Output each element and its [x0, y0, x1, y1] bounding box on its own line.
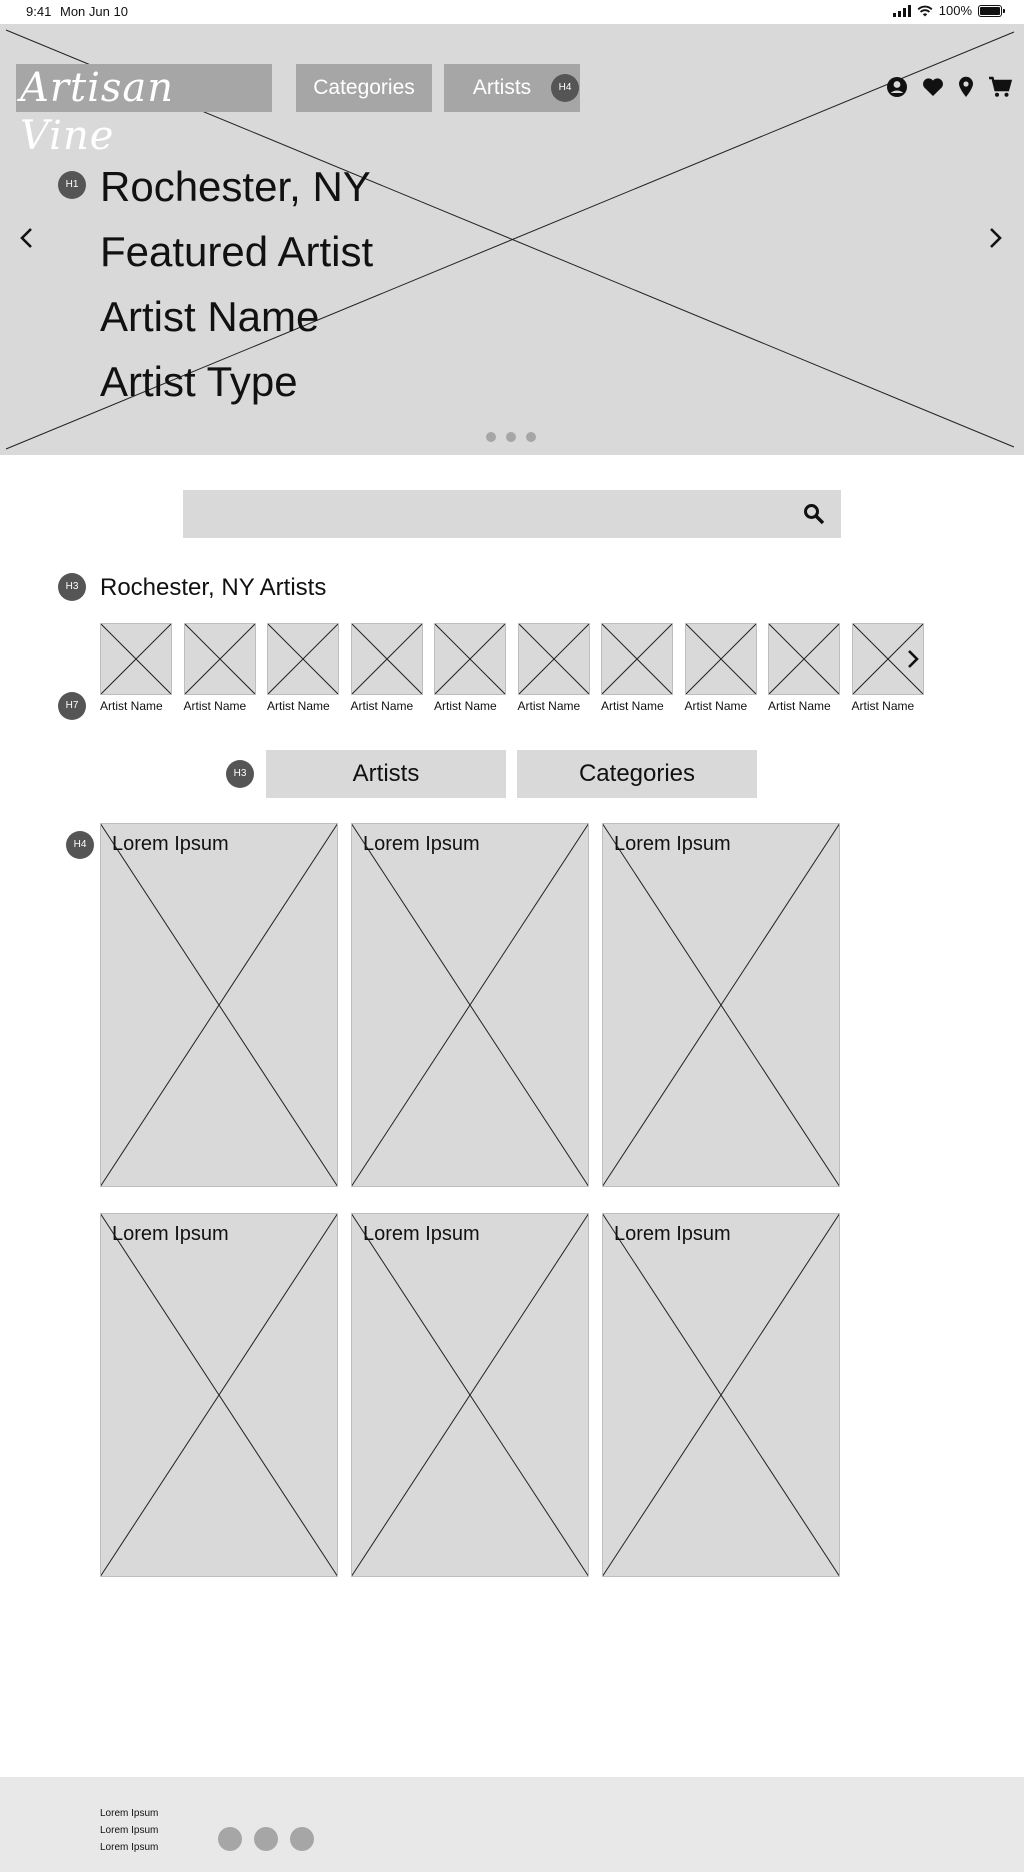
cart-icon[interactable]	[988, 76, 1012, 98]
footer-link[interactable]: Lorem Ipsum	[100, 1808, 159, 1819]
search-bar[interactable]	[183, 490, 841, 538]
content-card[interactable]	[351, 1213, 589, 1577]
artist-thumbnail[interactable]	[267, 623, 339, 695]
toggle-artists-button[interactable]: Artists	[266, 750, 506, 798]
status-date: Mon Jun 10	[60, 4, 128, 19]
footer-link[interactable]: Lorem Ipsum	[100, 1825, 159, 1836]
image-placeholder-x	[351, 1213, 589, 1577]
content-card[interactable]	[100, 823, 338, 1187]
content-card[interactable]	[351, 823, 589, 1187]
social-icon[interactable]	[254, 1827, 278, 1851]
hero-artist-type: Artist Type	[100, 358, 298, 405]
wifi-icon	[917, 5, 933, 17]
hero-location: Rochester, NY	[100, 163, 371, 210]
artist-name-label[interactable]: Artist Name	[100, 699, 163, 713]
carousel-dot[interactable]	[486, 432, 496, 442]
chevron-right-icon[interactable]	[988, 227, 1004, 249]
heading-badge: H7	[58, 692, 86, 720]
artist-thumbnail[interactable]	[518, 623, 590, 695]
artist-thumbnail[interactable]	[351, 623, 423, 695]
chevron-left-icon[interactable]	[18, 227, 34, 249]
artist-thumbnail[interactable]	[768, 623, 840, 695]
nav-categories-button[interactable]: Categories	[296, 64, 432, 112]
hero-featured-label: Featured Artist	[100, 228, 374, 275]
heading-badge: H3	[58, 573, 86, 601]
status-bar	[0, 0, 1024, 24]
image-placeholder-x	[685, 623, 757, 695]
heading-badge: H1	[58, 171, 86, 199]
header-icons	[886, 76, 1012, 98]
artist-name-label[interactable]: Artist Name	[851, 699, 915, 713]
footer-link[interactable]: Lorem Ipsum	[100, 1842, 159, 1853]
image-placeholder-x	[601, 623, 673, 695]
content-card[interactable]	[100, 1213, 338, 1577]
cellular-signal-icon	[893, 5, 911, 17]
artist-thumbnail[interactable]	[685, 623, 757, 695]
heart-icon[interactable]	[922, 77, 944, 97]
card-title: Lorem Ipsum	[363, 1223, 480, 1245]
section-title: Rochester, NY Artists	[100, 574, 327, 601]
footer	[0, 1777, 1024, 1872]
image-placeholder-x	[351, 823, 589, 1187]
search-icon[interactable]	[803, 503, 825, 525]
artist-name-label[interactable]: Artist Name	[350, 699, 414, 713]
image-placeholder-x	[267, 623, 339, 695]
carousel-dot[interactable]	[506, 432, 516, 442]
image-placeholder-x	[100, 823, 338, 1187]
image-placeholder-x	[184, 623, 256, 695]
heading-badge: H4	[66, 831, 94, 859]
battery-icon	[978, 5, 1002, 17]
social-icon[interactable]	[290, 1827, 314, 1851]
image-placeholder-x	[602, 1213, 840, 1577]
artist-thumbnail[interactable]	[434, 623, 506, 695]
artist-thumbnail[interactable]	[601, 623, 673, 695]
card-title: Lorem Ipsum	[363, 833, 480, 855]
card-title: Lorem Ipsum	[614, 833, 731, 855]
heading-badge: H3	[226, 760, 254, 788]
image-placeholder-x	[100, 623, 172, 695]
heading-badge: H4	[551, 74, 579, 102]
carousel-dots[interactable]	[486, 432, 536, 442]
artist-name-label[interactable]: Artist Name	[601, 699, 664, 713]
status-time: 9:41	[26, 4, 52, 19]
chevron-right-icon[interactable]	[906, 649, 920, 669]
battery-percent: 100%	[938, 3, 972, 18]
artist-name-label[interactable]: Artist Name	[684, 699, 748, 713]
social-icon[interactable]	[218, 1827, 242, 1851]
content-card[interactable]	[602, 1213, 840, 1577]
artist-thumbnail[interactable]	[100, 623, 172, 695]
artist-name-label[interactable]: Artist Name	[183, 699, 247, 713]
card-title: Lorem Ipsum	[112, 1223, 229, 1245]
artist-thumbnail[interactable]	[184, 623, 256, 695]
image-placeholder-x	[602, 823, 840, 1187]
content-card[interactable]	[602, 823, 840, 1187]
location-pin-icon[interactable]	[958, 76, 974, 98]
artist-name-label[interactable]: Artist Name	[517, 699, 581, 713]
account-icon[interactable]	[886, 76, 908, 98]
card-title: Lorem Ipsum	[112, 833, 229, 855]
carousel-dot[interactable]	[526, 432, 536, 442]
artist-name-label[interactable]: Artist Name	[267, 699, 330, 713]
logo[interactable]: Artisan Vine	[16, 64, 272, 112]
hero-artist-name: Artist Name	[100, 293, 320, 340]
artist-name-label[interactable]: Artist Name	[768, 699, 831, 713]
image-placeholder-x	[434, 623, 506, 695]
image-placeholder-x	[518, 623, 590, 695]
hero-banner	[0, 24, 1024, 455]
image-placeholder-x	[768, 623, 840, 695]
toggle-categories-button[interactable]: Categories	[517, 750, 757, 798]
nav-artists-label: Artists	[472, 76, 532, 99]
artist-name-label[interactable]: Artist Name	[434, 699, 497, 713]
card-title: Lorem Ipsum	[614, 1223, 731, 1245]
status-indicators	[893, 3, 1002, 18]
image-placeholder-x	[100, 1213, 338, 1577]
image-placeholder-x	[351, 623, 423, 695]
